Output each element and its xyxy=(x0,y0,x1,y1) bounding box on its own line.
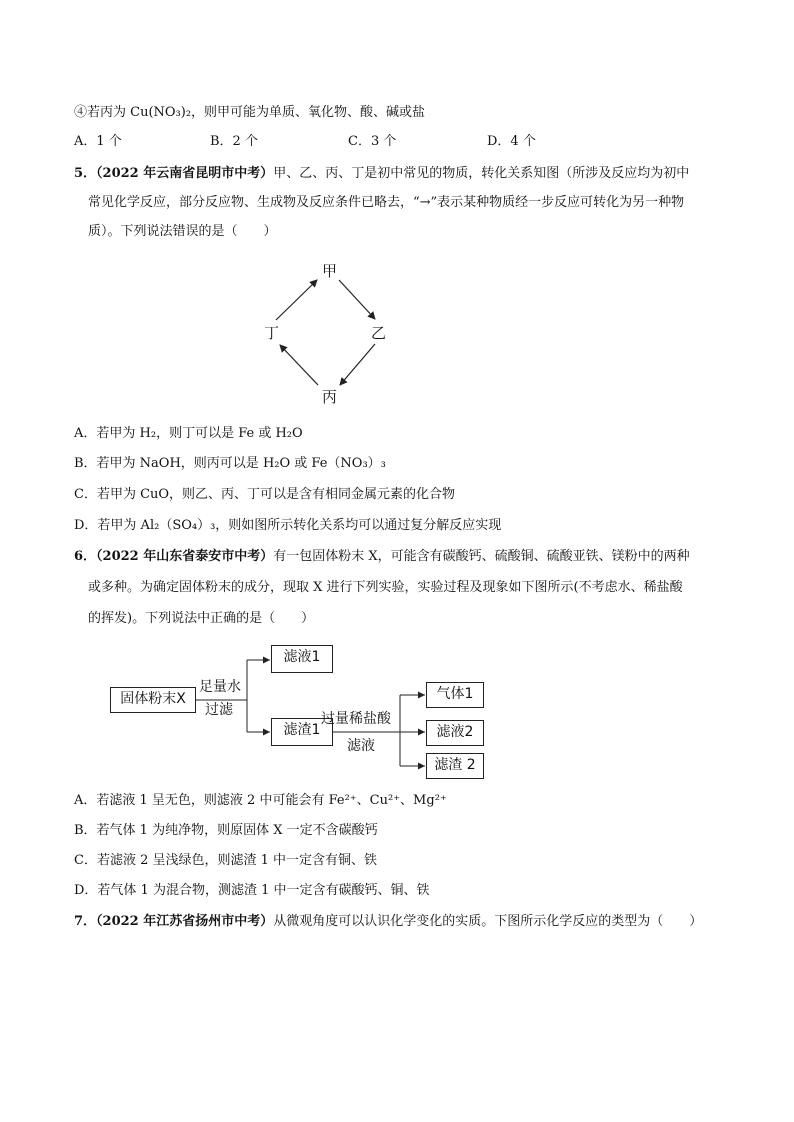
label-filtrate: 滤液 xyxy=(347,738,375,754)
diagram-node-jia: 甲 xyxy=(322,262,338,280)
q6-stem-text-1: 有一包固体粉末 X，可能含有碳酸钙、硫酸铜、硫酸亚铁、镁粉中的两种 xyxy=(273,549,690,564)
q4-option-b: B．2 个 xyxy=(210,134,258,149)
q5-source: （2022 年云南省昆明市中考） xyxy=(96,166,274,181)
q6-option-d: D．若气体 1 为混合物，测滤渣 1 中一定含有碳酸钙、铜、铁 xyxy=(74,883,430,898)
q5-option-a: A．若甲为 H₂，则丁可以是 Fe 或 H₂O xyxy=(74,426,303,441)
q5-option-c: C．若甲为 CuO，则乙、丙、丁可以是含有相同金属元素的化合物 xyxy=(74,487,456,502)
q6-stem-line-3: 的挥发)。下列说法中正确的是（ ） xyxy=(88,611,315,626)
q6-option-a: A．若滤液 1 呈无色，则滤液 2 中可能会有 Fe²⁺、Cu²⁺、Mg²⁺ xyxy=(74,793,447,808)
label-filter: 过滤 xyxy=(205,702,233,718)
q6-number: 6． xyxy=(74,549,97,564)
diagram-node-bing: 丙 xyxy=(322,388,338,406)
label-hcl: 过量稀盐酸 xyxy=(321,711,391,727)
q4-option-d: D．4 个 xyxy=(487,134,536,149)
q6-option-b: B．若气体 1 为纯净物，则原固体 X 一定不含碳酸钙 xyxy=(74,823,378,838)
box-filtrate-1: 滤液1 xyxy=(271,645,333,673)
box-residue-1: 滤渣1 xyxy=(271,718,333,746)
q7-number: 7． xyxy=(74,914,97,929)
q7-stem-text-1: 从微观角度可以认识化学变化的实质。下图所示化学反应的类型为（ ） xyxy=(273,914,703,929)
q6-source: （2022 年山东省泰安市中考） xyxy=(96,549,274,564)
q5-stem-line-2: 常见化学反应，部分反应物、生成物及反应条件已略去，“→”表示某种物质经一步反应可转化为另一种物 xyxy=(88,195,685,210)
q5-number: 5． xyxy=(74,166,97,181)
q6-stem-line-2: 或多种。为确定固体粉末的成分，现取 X 进行下列实验，实验过程及现象如下图所示(不考虑水、稀盐酸 xyxy=(88,580,683,595)
q7-source: （2022 年江苏省扬州市中考） xyxy=(96,914,274,929)
label-water: 足量水 xyxy=(199,679,241,695)
q5-option-b: B．若甲为 NaOH，则丙可以是 H₂O 或 Fe（NO₃）₃ xyxy=(74,456,386,471)
diagram-node-yi: 乙 xyxy=(371,324,387,342)
q7-stem-line-1 xyxy=(74,913,702,931)
q4-statement-4: ④若丙为 Cu(NO₃)₂，则甲可能为单质、氧化物、酸、碱或盐 xyxy=(74,105,426,120)
diagram-node-ding: 丁 xyxy=(264,324,280,342)
q5-stem-text-1: 甲、乙、丙、丁是初中常见的物质，转化关系知图（所涉及反应均为初中 xyxy=(273,166,690,181)
box-filtrate-2: 滤液2 xyxy=(426,720,484,746)
box-gas-1: 气体1 xyxy=(426,682,484,708)
q5-option-d: D．若甲为 Al₂（SO₄）₃，则如图所示转化关系均可以通过复分解反应实现 xyxy=(74,518,502,533)
q5-stem-line-3: 质）。下列说法错误的是（ ） xyxy=(88,224,277,239)
box-residue-2: 滤渣 2 xyxy=(426,753,484,779)
q4-option-c: C．3 个 xyxy=(348,134,397,149)
q6-option-c: C．若滤液 2 呈浅绿色，则滤渣 1 中一定含有铜、铁 xyxy=(74,853,378,868)
q4-option-a: A．1 个 xyxy=(74,134,122,149)
box-solid-powder-x: 固体粉末X xyxy=(110,687,196,713)
